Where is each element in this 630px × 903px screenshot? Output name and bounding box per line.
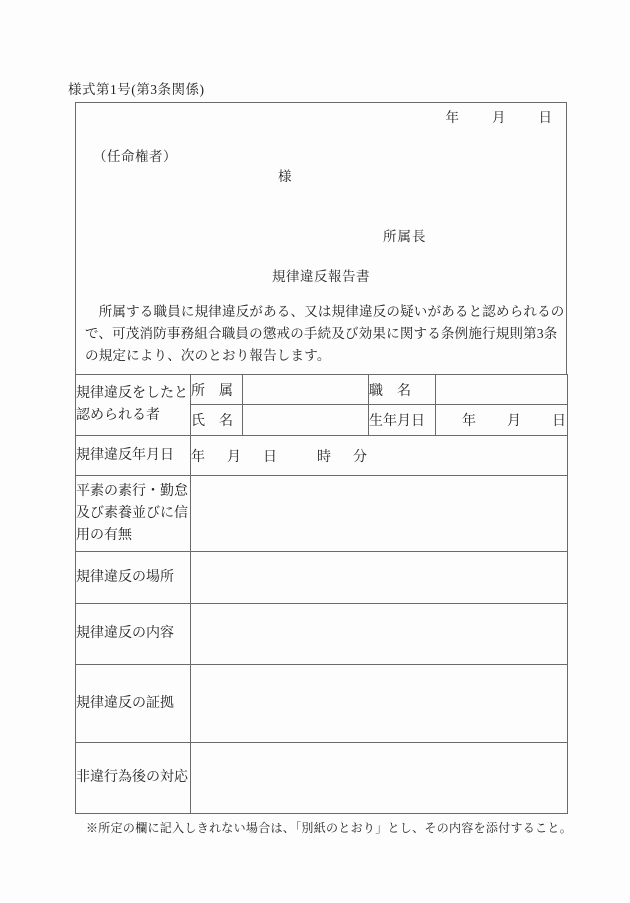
details-row (76, 604, 568, 665)
appointer-label: （任命権者） (93, 149, 177, 164)
position-input-cell (436, 375, 568, 405)
place-row-header: 規律違反の場所 (76, 552, 191, 604)
name-input-cell (243, 405, 369, 436)
addressee-honorific: 様 (278, 169, 292, 184)
body-line-1: 所属する職員に規律違反がある、又は規律違反の疑いがあると認められるの (85, 304, 565, 319)
birthdate-value-cell: 年 月 日 (436, 405, 568, 436)
evidence-input-cell (191, 665, 568, 743)
document-title: 規律違反報告書 (272, 269, 370, 284)
birthdate-label-cell: 生年月日 (369, 405, 436, 436)
violation-date-row-header: 規律違反年月日 (76, 436, 191, 476)
details-input-cell (191, 604, 568, 665)
position-label-cell: 職 名 (369, 375, 436, 405)
offender-row-1 (76, 375, 568, 405)
footnote: ※所定の欄に記入しきれない場合は、「別紙のとおり」とし、その内容を添付すること。 (86, 821, 573, 835)
form-outer-box (75, 102, 567, 813)
offender-row-header: 規律違反をしたと認められる者 (76, 375, 191, 436)
issue-date-line: 年 月 日 (445, 110, 554, 125)
conduct-row-header: 平素の素行・勤怠及び素養並びに信用の有無 (76, 476, 191, 552)
body-line-2: で、可茂消防事務組合職員の懲戒の手続及び効果に関する条例施行規則第3条 (85, 326, 558, 341)
name-label-cell: 氏 名 (191, 405, 243, 436)
body-line-3: の規定により、次のとおり報告します。 (85, 348, 331, 363)
sender-title: 所属長 (383, 229, 427, 244)
evidence-row-header: 規律違反の証拠 (76, 665, 191, 743)
response-row-header: 非違行為後の対応 (76, 743, 191, 814)
conduct-input-cell (191, 476, 568, 552)
violation-date-row (76, 436, 568, 476)
response-input-cell (191, 743, 568, 814)
response-row (76, 743, 568, 814)
violation-report-table (75, 374, 568, 814)
body-paragraph (85, 301, 565, 367)
place-row (76, 552, 568, 604)
conduct-row (76, 476, 568, 552)
evidence-row (76, 665, 568, 743)
details-row-header: 規律違反の内容 (76, 604, 191, 665)
violation-date-value-cell: 年 月 日 時 分 (191, 436, 568, 476)
affiliation-label-cell: 所 属 (191, 375, 243, 405)
form-number-label: 様式第1号(第3条関係) (68, 82, 205, 97)
place-input-cell (191, 552, 568, 604)
affiliation-input-cell (243, 375, 369, 405)
